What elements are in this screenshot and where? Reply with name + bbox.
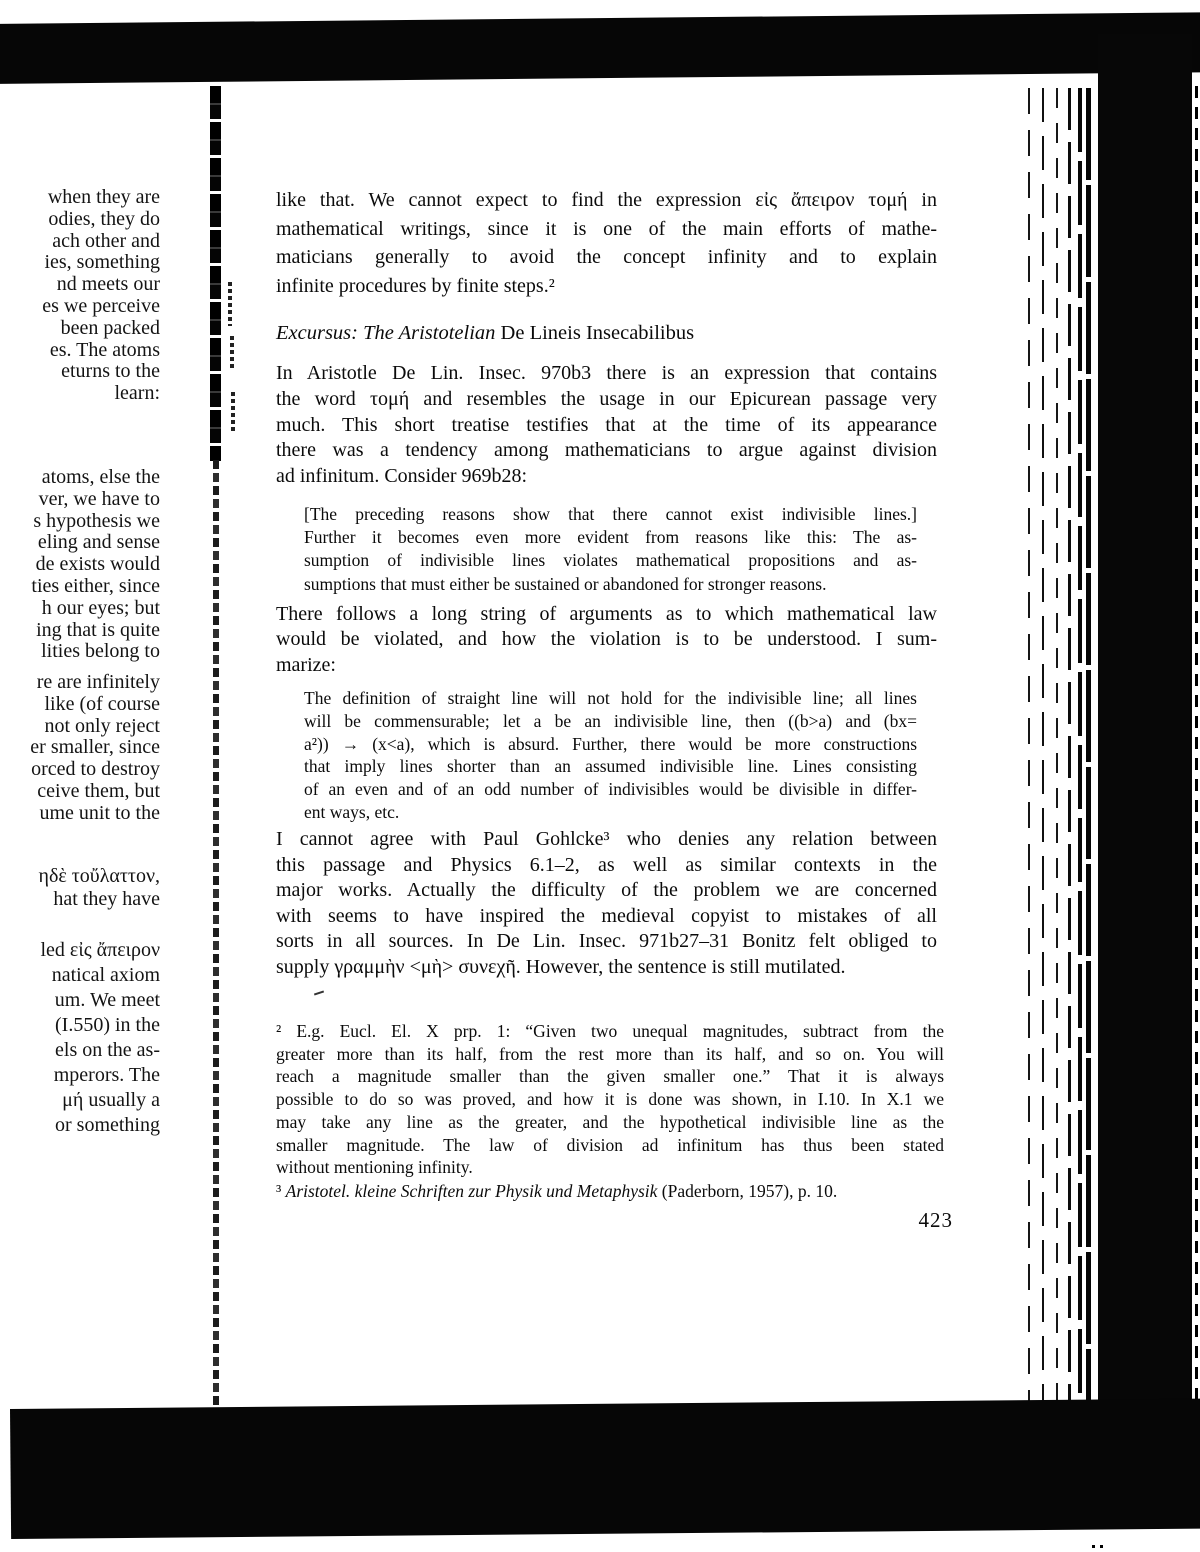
text-line: ² E.g. Eucl. El. X prp. 1: “Given two unequal magnitudes, subtract from the — [276, 1021, 944, 1041]
book-gutter-shadow — [213, 460, 219, 1411]
margin-text-block — [0, 865, 160, 911]
page-edge-line — [1086, 88, 1091, 1404]
margin-text-line: ume unit to the — [39, 801, 160, 824]
margin-text-line: ver, we have to — [38, 487, 160, 510]
footnote-3-marker: ³ — [276, 1181, 286, 1201]
margin-text-line: h our eyes; but — [41, 596, 160, 619]
paragraph-summarize — [276, 602, 937, 678]
margin-text-line: es we perceive — [42, 294, 160, 317]
text-line: marize: — [276, 653, 336, 676]
scan-right-black-band — [1098, 34, 1192, 1412]
text-line: major works. Actually the difficulty of the problem we are concerned — [276, 879, 937, 901]
text-line: of an even and of an odd number of indivisibles would be divisible in differ- — [304, 779, 917, 800]
text-line: supply γραμμὴν <μὴ> συνεχῆ. However, the sentence is still mutilated. — [276, 955, 846, 978]
margin-text-line: ceive them, but — [37, 779, 160, 802]
text-line: infinite procedures by finite steps.² — [276, 275, 555, 298]
heading-roman-part: De Lineis Insecabilibus — [500, 322, 695, 344]
scan-top-black-bar — [0, 12, 1200, 84]
margin-text-line: es. The atoms — [49, 338, 160, 361]
margin-text-line: orced to destroy — [31, 758, 160, 781]
margin-text-line: μή usually a — [62, 1089, 160, 1111]
text-line: reach a magnitude smaller than the given smaller one.” That it is always — [276, 1066, 944, 1087]
text-line: greater more than its half, from the rest more than its half, and so on. You will — [276, 1043, 944, 1064]
footnote-3-publisher: (Paderborn, 1957), p. 10. — [657, 1181, 838, 1201]
margin-text-line: hat they have — [53, 888, 160, 910]
text-line: with seems to have inspired the medieval copyist to mistakes of all — [276, 904, 937, 927]
margin-text-line: eturns to the — [61, 360, 160, 383]
text-line: without mentioning infinity. — [276, 1157, 473, 1178]
paragraph-intro — [276, 186, 937, 301]
margin-text-line: or something — [55, 1114, 160, 1136]
footnote-3-title: Aristotel. kleine Schriften zur Physik und Metaphysik — [285, 1181, 658, 1201]
margin-text-line: ηδὲ τοὔλαττον, — [38, 865, 160, 887]
margin-text-line: ach other and — [52, 229, 160, 252]
paragraph-aristotle — [276, 361, 937, 490]
margin-text-line: ies, something — [44, 251, 160, 274]
text-line: There follows a long string of arguments as to which mathematical law — [276, 603, 937, 625]
paragraph-gohlcke — [276, 827, 937, 980]
footnote-2 — [276, 1020, 944, 1179]
margin-text-block — [0, 672, 160, 825]
margin-text-line: been packed — [60, 316, 160, 339]
margin-text-line: (I.550) in the — [55, 1014, 160, 1036]
margin-text-line: ties either, since — [31, 574, 160, 597]
text-line: sorts in all sources. In De Lin. Insec. 971b27–31 Bonitz felt obliged to — [276, 930, 937, 952]
text-line: like that. We cannot expect to find the expression εἰς ἄπειρον τομή in — [276, 189, 937, 211]
text-line: a²)) → (x<a), which is absurd. Further, there would be more constructions — [304, 733, 917, 754]
text-line: ad infinitum. Consider 969b28: — [276, 465, 528, 488]
page-edge-line — [1042, 88, 1044, 1404]
margin-text-line: learn: — [114, 382, 160, 405]
margin-text-line: ing that is quite — [36, 618, 160, 641]
margin-text-line: not only reject — [44, 714, 160, 737]
text-line: I cannot agree with Paul Gohlcke³ who denies any relation between — [276, 828, 937, 850]
margin-text-line: led εἰς ἄπειρον — [40, 939, 160, 961]
margin-text-line: er smaller, since — [30, 736, 160, 759]
text-line: will be commensurable; let a be an indivisible line, then ((b>a) and (bx= — [304, 710, 917, 731]
text-line: the word τομή and resembles the usage in our Epicurean passage very — [276, 387, 937, 410]
text-line: sumptions that must either be sustained or abandoned for stronger reasons. — [304, 573, 827, 594]
book-gutter-shadow — [210, 86, 221, 461]
margin-text-block — [0, 467, 160, 663]
margin-text-block — [0, 938, 160, 1138]
text-line: that imply lines shorter than an assumed indivisible line. Lines consisting — [304, 756, 917, 777]
heading-italic-part: Excursus: The Aristotelian — [276, 322, 501, 344]
text-line: maticians generally to avoid the concept infinity and to explain — [276, 246, 937, 269]
margin-text-line: els on the as- — [55, 1039, 160, 1061]
gutter-speck — [231, 392, 235, 432]
footnote-3 — [276, 1181, 951, 1202]
text-line: there was a tendency among mathematicians to argue against division — [276, 439, 937, 462]
margin-text-line: natical axiom — [51, 964, 160, 986]
gutter-speck — [228, 282, 232, 326]
gutter-speck — [230, 336, 234, 370]
margin-text-line: eling and sense — [37, 531, 160, 554]
margin-text-line: s hypothesis we — [33, 509, 160, 532]
margin-text-line: um. We meet — [54, 989, 160, 1011]
text-line: mathematical writings, since it is one of the main efforts of mathe- — [276, 217, 937, 240]
margin-text-line: de exists would — [35, 553, 160, 576]
blockquote-969b28 — [304, 503, 917, 596]
margin-text-block — [0, 187, 160, 405]
text-line: The definition of straight line will not hold for the indivisible line; all lines — [304, 688, 917, 708]
margin-text-line: when they are — [47, 186, 160, 208]
page-edge-line — [1028, 88, 1030, 1404]
margin-text-line: atoms, else the — [41, 466, 160, 488]
text-line: would be violated, and how the violation is to be understood. I sum- — [276, 628, 937, 651]
text-line: may take any line as the greater, and the hypothetical indivisible line as the — [276, 1111, 944, 1132]
text-line: possible to do so was proved, and how it is done was shown, in I.10. In X.1 we — [276, 1089, 944, 1110]
scan-bottom-black-bar — [10, 1399, 1200, 1539]
scan-speck-dots — [1092, 1545, 1106, 1548]
text-line: ent ways, etc. — [304, 801, 400, 822]
stray-pen-mark — [314, 991, 324, 996]
blockquote-summary — [304, 687, 917, 824]
margin-text-line: like (of course — [44, 692, 160, 715]
text-line: [The preceding reasons show that there cannot exist indivisible lines.] — [304, 504, 917, 524]
margin-text-line: mperors. The — [53, 1064, 160, 1086]
text-line: Further it becomes even more evident from reasons like this: The as- — [304, 527, 917, 548]
text-line: smaller magnitude. The law of division ad infinitum has thus been stated — [276, 1134, 944, 1155]
margin-text-line: odies, they do — [48, 207, 160, 230]
page-edge-line — [1056, 88, 1058, 1404]
margin-text-line: nd meets our — [56, 273, 160, 296]
margin-text-line: lities belong to — [41, 640, 160, 663]
page-number: 423 — [918, 1208, 953, 1232]
text-line: sumption of indivisible lines violates mathematical propositions and as- — [304, 550, 917, 571]
text-line: this passage and Physics 6.1–2, as well as similar contexts in the — [276, 853, 937, 876]
page-edge-line — [1068, 88, 1071, 1404]
scan-right-dotted-edge — [1195, 86, 1198, 1404]
excursus-heading — [276, 322, 937, 345]
text-line: In Aristotle De Lin. Insec. 970b3 there is an expression that contains — [276, 362, 937, 384]
page-edge-line — [1078, 88, 1082, 1404]
text-line: much. This short treatise testifies that at the time of its appearance — [276, 413, 937, 436]
margin-text-line: re are infinitely — [36, 671, 160, 693]
